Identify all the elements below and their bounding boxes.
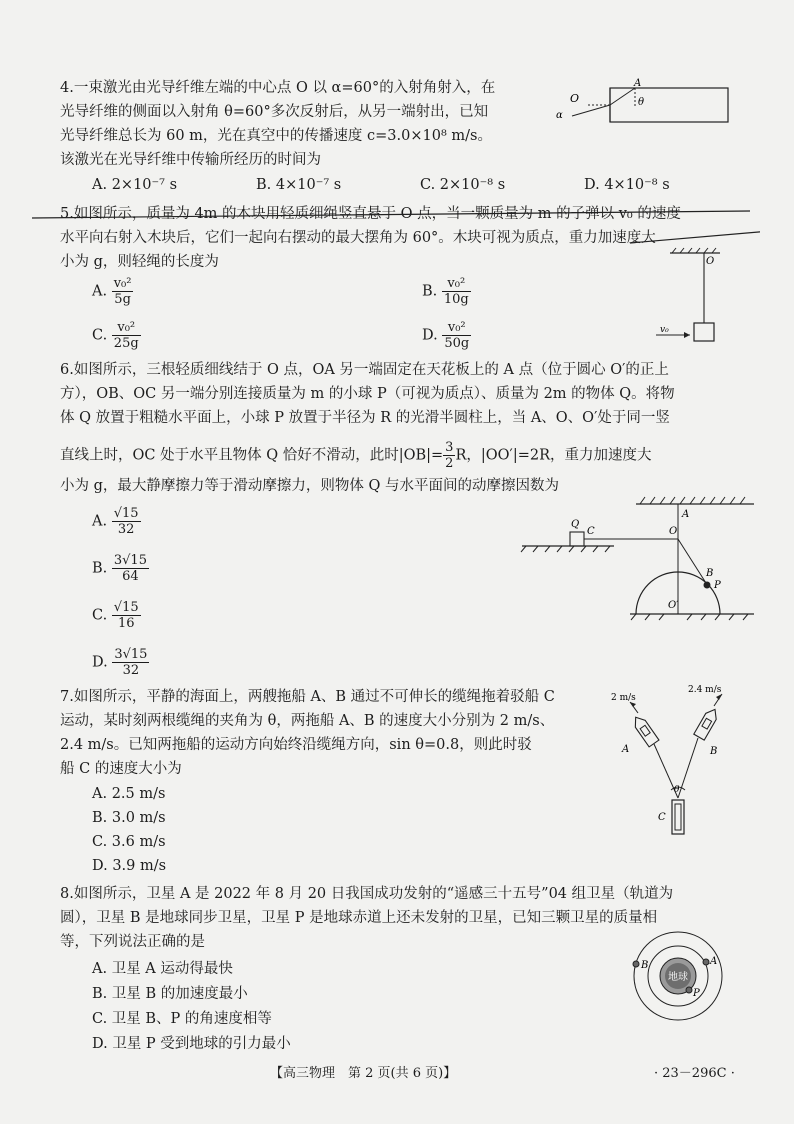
q7-line-1: 7.如图所示，平静的海面上，两艘拖船 A、B 通过不可伸长的缆绳拖着驳船 C — [60, 689, 555, 705]
q6-line-4: 直线上时，OC 处于水平且物体 Q 恰好不滑动，此时|OB|= $\frac{3}{2}$ R，|OO′|=2R，重力加速度大 — [60, 440, 652, 471]
q6-fig-label-p: P — [714, 580, 721, 591]
q7-line-4: 船 C 的速度大小为 — [60, 761, 182, 777]
q6-fig-label-o: O — [669, 526, 678, 537]
question-6 — [60, 358, 675, 430]
q8-option-b[interactable]: B. 卫星 B 的加速度最小 — [92, 986, 248, 1002]
question-7 — [60, 685, 555, 781]
q6-option-d[interactable]: D. $\frac{3√15}{32}$ — [92, 647, 148, 678]
exam-code: · 23－296C · — [654, 1066, 735, 1081]
q7-line-2: 运动，某时刻两根缆绳的夹角为 θ，两拖船 A、B 的速度大小分别为 2 m/s、 — [60, 713, 555, 729]
q7-line-3: 2.4 m/s。已知两拖船的运动方向始终沿缆绳方向，sin θ=0.8，则此时驳 — [60, 737, 532, 753]
q5-fig-label-o: O — [706, 256, 715, 267]
q5-line-1: 5.如图所示，质量为 4m 的木块用轻质细绳竖直悬于 O 点，当一颗质量为 m 的子弹以 v₀ 的速度 — [60, 206, 681, 222]
q5-line-3: 小为 g，则轻绳的长度为 — [60, 254, 219, 270]
q8-option-c[interactable]: C. 卫星 B、P 的角速度相等 — [92, 1011, 272, 1027]
q5-fig-label-v0: v₀ — [660, 325, 669, 335]
q6-fig-label-q: Q — [571, 519, 580, 530]
q5-option-a[interactable]: A. $\frac{\text{v₀²}}{5g}$ — [92, 276, 132, 307]
q6-fig-label-b: B — [706, 568, 714, 579]
q4-fig-label-o: O — [570, 92, 580, 105]
q5-option-b[interactable]: B. $\frac{\text{v₀²}}{10g}$ — [422, 276, 469, 307]
q4-option-d[interactable]: D. 4×10⁻⁸ s — [584, 177, 670, 193]
q6-line-1: 6.如图所示，三根轻质细线结于 O 点，OA 另一端固定在天花板上的 A 点（位于圆心 O′的正上 — [60, 362, 669, 378]
q4-option-b[interactable]: B. 4×10⁻⁷ s — [256, 177, 342, 193]
q7-option-d[interactable]: D. 3.9 m/s — [92, 858, 167, 874]
q4-fig-label-alpha: α — [556, 110, 563, 121]
q5-option-c[interactable]: C. $\frac{\text{v₀²}}{25g}$ — [92, 320, 139, 351]
q4-fiber-figure — [552, 78, 732, 130]
q6-line-3: 体 Q 放置于粗糙水平面上，小球 P 放置于半径为 R 的光滑半圆柱上，当 A、O、O′处于同一竖 — [60, 410, 670, 426]
q8-fig-label-earth: 地球 — [668, 972, 688, 983]
q6-option-b[interactable]: B. $\frac{3√15}{64}$ — [92, 553, 147, 584]
q7-fig-label-theta: θ — [674, 785, 680, 795]
q7-tugboat-figure — [610, 680, 750, 860]
q7-fig-label-a: A — [622, 744, 630, 755]
q4-fig-label-a: A — [634, 78, 642, 89]
q6-line-5: 小为 g，最大静摩擦力等于滑动摩擦力，则物体 Q 与水平面间的动摩擦因数为 — [60, 478, 559, 494]
q8-line-3: 等，下列说法正确的是 — [60, 934, 205, 950]
q6-fig-label-c: C — [587, 526, 595, 537]
q8-option-d[interactable]: D. 卫星 P 受到地球的引力最小 — [92, 1036, 291, 1052]
q8-line-2: 圆），卫星 B 是地球同步卫星，卫星 P 是地球赤道上还未发射的卫星，已知三颗卫星的质量相 — [60, 910, 658, 926]
q4-line-4: 该激光在光导纤维中传输所经历的时间为 — [60, 152, 321, 168]
q5-option-d[interactable]: D. $\frac{\text{v₀²}}{50g}$ — [422, 320, 470, 351]
q8-fig-label-b: B — [641, 960, 649, 971]
q5-line-2: 水平向右射入木块后，它们一起向右摆动的最大摆角为 60°。木块可视为质点，重力加速度大 — [60, 230, 656, 246]
q8-satellite-figure — [626, 930, 730, 1022]
q4-line-3: 光导纤维总长为 60 m，光在真空中的传播速度 c=3.0×10⁸ m/s。 — [60, 128, 492, 144]
q7-fig-label-vb: 2.4 m/s — [688, 685, 722, 695]
q8-option-a[interactable]: A. 卫星 A 运动得最快 — [92, 961, 233, 977]
q7-option-a[interactable]: A. 2.5 m/s — [92, 786, 166, 802]
q7-fig-label-va: 2 m/s — [611, 693, 636, 703]
q7-fig-label-b: B — [710, 746, 718, 757]
q8-fig-label-a: A — [710, 956, 718, 967]
question-4 — [60, 76, 495, 172]
q8-fig-label-p: P — [693, 988, 700, 999]
q4-line-1: 4.一束激光由光导纤维左端的中心点 O 以 α=60°的入射角射入，在 — [60, 80, 496, 96]
q6-fig-label-o-prime: O′ — [668, 600, 679, 611]
q7-fig-label-c: C — [658, 812, 666, 823]
q7-option-c[interactable]: C. 3.6 m/s — [92, 834, 166, 850]
page-footer: 【高三物理 第 2 页(共 6 页)】 — [270, 1066, 457, 1081]
q8-line-1: 8.如图所示，卫星 A 是 2022 年 8 月 20 日我国成功发射的“遥感三十五号”04 组卫星（轨道为 — [60, 886, 674, 902]
q5-marker-line — [30, 205, 760, 245]
question-8 — [60, 882, 673, 954]
q5-pendulum-figure — [650, 247, 730, 347]
q4-option-a[interactable]: A. 2×10⁻⁷ s — [92, 177, 178, 193]
q4-fig-label-theta: θ — [638, 97, 645, 108]
q6-fig-label-a: A — [682, 509, 690, 520]
q6-line-2: 方），OB、OC 另一端分别连接质量为 m 的小球 P（可视为质点）、质量为 2m 的物体 Q。将物 — [60, 386, 675, 402]
q6-option-c[interactable]: C. $\frac{√15}{16}$ — [92, 600, 139, 631]
q7-option-b[interactable]: B. 3.0 m/s — [92, 810, 166, 826]
q6-knot-figure — [518, 496, 758, 622]
q4-line-2: 光导纤维的侧面以入射角 θ=60°多次反射后，从另一端射出，已知 — [60, 104, 489, 120]
q4-option-c[interactable]: C. 2×10⁻⁸ s — [420, 177, 506, 193]
q6-option-a[interactable]: A. $\frac{√15}{32}$ — [92, 506, 139, 537]
